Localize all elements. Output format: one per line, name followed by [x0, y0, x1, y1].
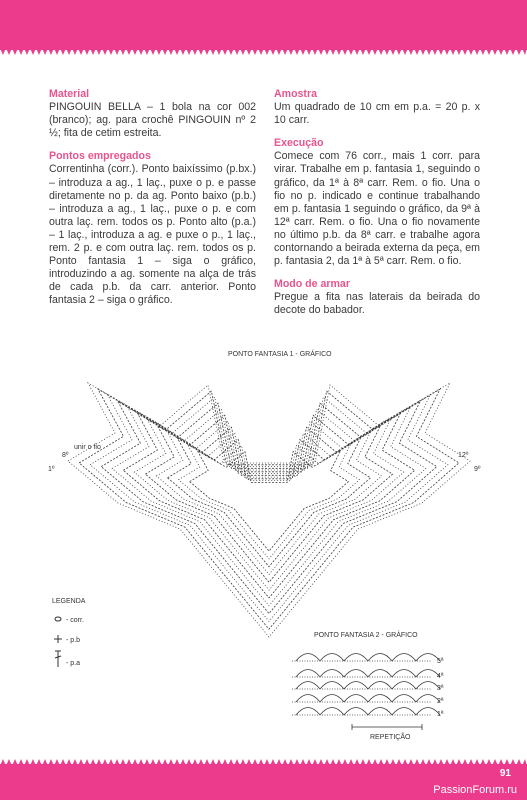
- chart2-arch: [296, 654, 320, 662]
- chart2-row-4: 4ª: [437, 673, 444, 680]
- chart-row-outline: [168, 438, 371, 566]
- chart2-arch: [368, 682, 392, 690]
- legend-title: LEGENDA: [52, 598, 86, 605]
- left-column: [49, 88, 256, 318]
- legend-dc-icon: [55, 651, 61, 667]
- chart2-row-1: 1ª: [437, 711, 444, 718]
- chart2-arch: [320, 654, 344, 662]
- row-label-left-top: 8º: [62, 452, 69, 459]
- material-heading: Material: [49, 88, 90, 100]
- execucao-section: [274, 137, 480, 268]
- chart-row-outline: [134, 420, 403, 590]
- chart-row-outline: [156, 432, 381, 574]
- execucao-heading: Execução: [274, 137, 324, 150]
- chart2-arch: [320, 708, 344, 716]
- chart2-row-5: 5ª: [437, 658, 444, 665]
- material-section: [49, 88, 256, 140]
- row-label-right-top: 12º: [458, 452, 469, 459]
- row-label-right-bottom: 9º: [474, 466, 481, 473]
- pontos-section: [49, 150, 256, 307]
- repeat-label: REPETIÇÃO: [370, 734, 411, 741]
- chart2-arch: [344, 695, 368, 703]
- repeat-bracket: [352, 724, 422, 730]
- legend-dc-label: - p.a: [66, 660, 81, 667]
- chart-row-outline: [90, 395, 448, 621]
- unir-fio-label: unir o fio: [74, 444, 101, 451]
- lace-stitch-chart: [292, 654, 440, 716]
- material-text: PINGOUIN BELLA – 1 bola na cor 002 (branco); ag. para crochê PINGOUIN nº 2 ½; fita de cetim estreita.: [49, 101, 256, 140]
- modo-text: Pregue a fita nas laterais da beirada do decote do babador.: [274, 291, 480, 317]
- chart-row-outline: [112, 408, 426, 606]
- chart2-arch: [368, 695, 392, 703]
- top-zigzag-edge: [0, 48, 527, 56]
- amostra-heading: Amostra: [274, 88, 317, 100]
- chart2-arch: [320, 695, 344, 703]
- bottom-zigzag-edge: [0, 758, 527, 766]
- chart2-arch: [392, 695, 416, 703]
- chart2-arch: [296, 695, 320, 703]
- pontos-heading: Pontos empregados: [49, 150, 151, 163]
- chart2-row-3: 3ª: [437, 685, 444, 692]
- star-stitch-chart: [68, 383, 470, 637]
- chart-row-outline: [79, 389, 459, 629]
- chart2-arch: [344, 654, 368, 662]
- amostra-text: Um quadrado de 10 cm em p.a. = 20 p. x 10 carr.: [274, 101, 480, 127]
- chart2-arch: [392, 670, 416, 678]
- chart2-arch: [368, 654, 392, 662]
- chart2-arch: [296, 682, 320, 690]
- bottom-pink-band: [0, 764, 527, 800]
- site-watermark: PassionForum.ru: [433, 784, 517, 796]
- right-column: [274, 88, 480, 328]
- legend-chain-icon: [55, 617, 61, 621]
- chart2-arch: [392, 708, 416, 716]
- chart2-title: PONTO FANTASIA 2 - GRÁFICO: [314, 632, 418, 639]
- chart2-arch: [368, 708, 392, 716]
- chart2-arch: [344, 682, 368, 690]
- chart2-arch: [296, 708, 320, 716]
- modo-heading: Modo de armar: [274, 278, 350, 291]
- chart2-arch: [344, 708, 368, 716]
- crochet-diagrams: [40, 345, 500, 760]
- row-label-left-bottom: 1º: [48, 466, 55, 473]
- chart1-title: PONTO FANTASIA 1 - GRÁFICO: [228, 351, 332, 358]
- page-number: 91: [499, 768, 511, 779]
- chart2-arch: [392, 654, 416, 662]
- chart2-arch: [368, 670, 392, 678]
- chart2-arch: [296, 670, 320, 678]
- chart2-row-2: 2ª: [437, 698, 444, 705]
- chart2-arch: [344, 670, 368, 678]
- chart-row-outline: [179, 445, 360, 559]
- amostra-section: [274, 88, 480, 127]
- legend-sc-icon: [54, 635, 62, 643]
- chart2-arch: [320, 670, 344, 678]
- chart-row-outline: [123, 414, 414, 598]
- chart2-arch: [392, 682, 416, 690]
- chart-row-outline: [190, 451, 349, 551]
- pontos-text: Correntinha (corr.). Ponto baixíssimo (p.bx.) – introduza a ag., 1 laç., puxe o p. e passe diretamente no p. da ag. Ponto baixo (p.b.) – introduza a ag., 1 laç., puxe o p. e com outra laç. rem. todos os p. Ponto alto (p.a.) – 1 laç., introduza a ag. e puxe o p., 1 laç., rem. 2 p. e com outra laç. rem. todos os p. Ponto fantasia 1 – siga o gráfico, introduzindo a ag. somente na alça de trás de cada p.b. da carr. anterior. Ponto fantasia 2 – siga o gráfico.: [49, 163, 256, 307]
- modo-section: [274, 278, 480, 317]
- legend-sc-label: - p.b: [66, 637, 81, 644]
- chart2-arch: [320, 682, 344, 690]
- top-pink-band: [0, 0, 527, 50]
- execucao-text: Comece com 76 corr., mais 1 corr. para virar. Trabalhe em p. fantasia 1, seguindo o gráfico, da 1ª à 8ª carr. Rem. o fio. Una o fio no p. indicado e continue trabalhando em p. fantasia 1 seguindo o gráfico, da 9ª à 12ª carr. Rem. o fio. Una o fio novamente no último p.b. da 8ª carr. e trabalhe agora contornando a beirada externa da peça, em p. fantasia 2, da 1ª à 5ª carr. Rem. o fio.: [274, 150, 480, 268]
- legend-chain-label: - corr.: [66, 617, 84, 624]
